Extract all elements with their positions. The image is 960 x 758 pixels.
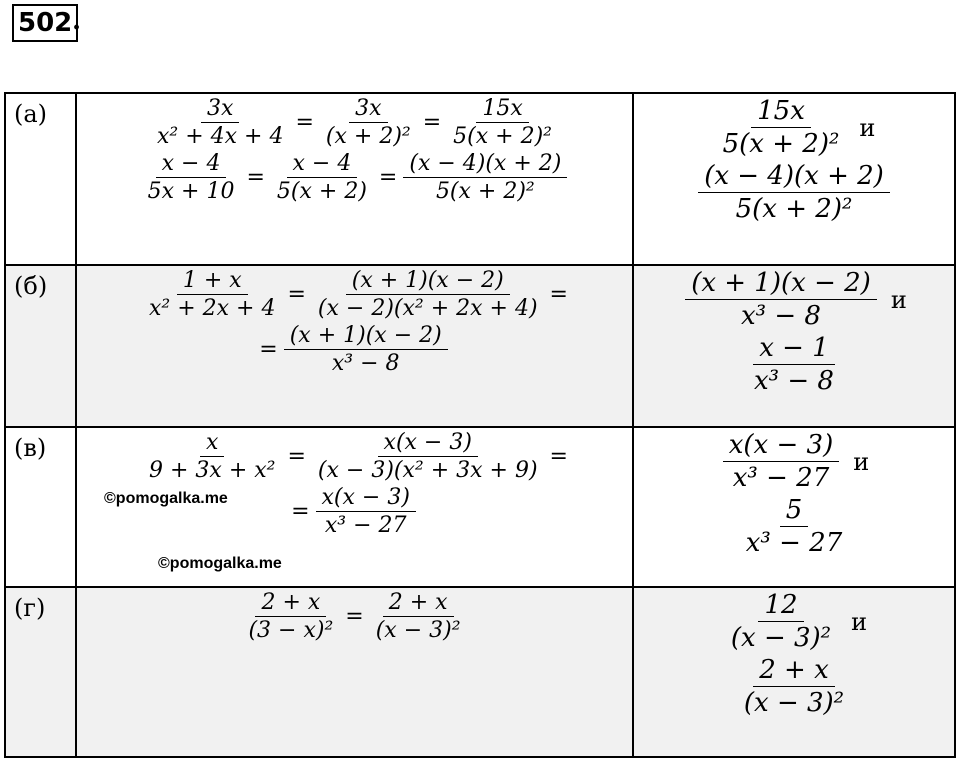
conjunction: и (851, 607, 868, 636)
denominator: 5(x + 2)² (722, 129, 840, 159)
operator: = (287, 282, 306, 307)
answer-cell (633, 587, 955, 757)
row-label: (а) (5, 93, 76, 265)
fraction (271, 151, 373, 204)
numerator: x − 4 (287, 151, 358, 178)
fraction (740, 495, 848, 558)
answer-line (634, 655, 954, 718)
row-label: (в) (5, 427, 76, 587)
conjunction: и (890, 285, 907, 314)
answer-line (634, 161, 954, 224)
denominator: x² + 2x + 4 (149, 296, 276, 321)
operator: = (345, 604, 364, 629)
operator: = (549, 444, 568, 469)
numerator: (x + 1)(x − 2) (685, 268, 877, 300)
operator: = (246, 165, 265, 190)
fraction (284, 323, 448, 376)
problem-number-dot: . (72, 6, 82, 36)
work-cell (76, 587, 633, 757)
operator: = (295, 110, 314, 135)
equation-line (77, 96, 632, 149)
answer-line (634, 333, 954, 396)
answer-cell (633, 265, 955, 427)
fraction (698, 161, 890, 224)
fraction (447, 96, 558, 149)
denominator: (x − 3)² (375, 618, 461, 643)
fraction (312, 430, 544, 483)
denominator: 9 + 3x + x² (149, 458, 276, 483)
denominator: 5(x + 2)² (735, 194, 853, 224)
answer-line (634, 495, 954, 558)
answer-line (634, 430, 954, 493)
operator: = (259, 337, 278, 362)
denominator: (x + 2)² (325, 124, 411, 149)
fraction (725, 590, 837, 653)
answer-cell (633, 93, 955, 265)
denominator: 5(x + 2)² (453, 124, 552, 149)
answer-line (634, 268, 954, 331)
equation-line (77, 430, 632, 483)
table-row (5, 265, 955, 427)
numerator: 3x (201, 96, 239, 123)
fraction (151, 96, 289, 149)
denominator: x² + 4x + 4 (157, 124, 284, 149)
solution-table (4, 92, 956, 758)
denominator: (x − 3)² (743, 688, 845, 718)
denominator: x³ − 27 (732, 463, 830, 493)
numerator: 1 + x (177, 268, 248, 295)
answer-cell (633, 427, 955, 587)
denominator: 5(x + 2) (276, 179, 367, 204)
numerator: 2 + x (255, 590, 326, 617)
fraction (320, 96, 417, 149)
equation-line (77, 590, 632, 643)
fraction (242, 590, 339, 643)
numerator: x − 4 (156, 151, 227, 178)
row-label: (б) (5, 265, 76, 427)
numerator: 3x (349, 96, 387, 123)
equation-line (77, 151, 632, 204)
operator: = (378, 165, 398, 190)
operator: = (549, 282, 568, 307)
numerator: (x − 4)(x + 2) (403, 151, 567, 178)
numerator: (x + 1)(x − 2) (284, 323, 448, 350)
fraction (723, 430, 839, 493)
numerator: x − 1 (753, 333, 835, 365)
work-cell (76, 265, 633, 427)
operator: = (291, 499, 310, 524)
fraction (316, 485, 416, 538)
fraction (143, 268, 281, 321)
denominator: x³ − 8 (331, 351, 400, 376)
denominator: x³ − 8 (754, 366, 834, 396)
numerator: 2 + x (383, 590, 454, 617)
problem-number-text: 502 (18, 8, 73, 38)
denominator: (x − 3)² (730, 623, 832, 653)
denominator: x³ − 8 (741, 301, 821, 331)
numerator: x(x − 3) (316, 485, 416, 512)
numerator: x(x − 3) (378, 430, 478, 457)
table-row (5, 93, 955, 265)
denominator: x³ − 27 (324, 513, 407, 538)
table-row (5, 587, 955, 757)
row-label: (г) (5, 587, 76, 757)
problem-number (12, 4, 78, 42)
numerator: 15x (751, 96, 811, 128)
operator: = (287, 444, 306, 469)
fraction (312, 268, 544, 321)
fraction (738, 655, 850, 718)
fraction (142, 151, 241, 204)
numerator: x(x − 3) (723, 430, 839, 462)
denominator: (x − 3)(x² + 3x + 9) (317, 458, 538, 483)
operator: = (422, 110, 442, 135)
equation-line (77, 323, 632, 376)
answer-line (634, 96, 954, 159)
conjunction: и (859, 113, 876, 142)
fraction (143, 430, 281, 483)
numerator: 12 (758, 590, 803, 622)
fraction (748, 333, 840, 396)
numerator: x (200, 430, 224, 457)
fraction (370, 590, 467, 643)
denominator: 5(x + 2)² (435, 179, 535, 204)
numerator: (x − 4)(x + 2) (698, 161, 890, 193)
watermark: ©pomogalka.me (158, 555, 282, 572)
work-cell (76, 93, 633, 265)
numerator: (x + 1)(x − 2) (346, 268, 510, 295)
denominator: x³ − 27 (745, 528, 843, 558)
denominator: (x − 2)(x² + 2x + 4) (317, 296, 538, 321)
fraction (717, 96, 846, 159)
fraction (685, 268, 877, 331)
answer-line (634, 590, 954, 653)
denominator: (3 − x)² (248, 618, 334, 643)
conjunction: и (853, 447, 870, 476)
numerator: 5 (780, 495, 809, 527)
equation-line (77, 268, 632, 321)
fraction (403, 151, 567, 204)
denominator: 5x + 10 (147, 179, 235, 204)
numerator: 2 + x (753, 655, 835, 687)
numerator: 15x (476, 96, 528, 123)
watermark: ©pomogalka.me (104, 490, 228, 507)
